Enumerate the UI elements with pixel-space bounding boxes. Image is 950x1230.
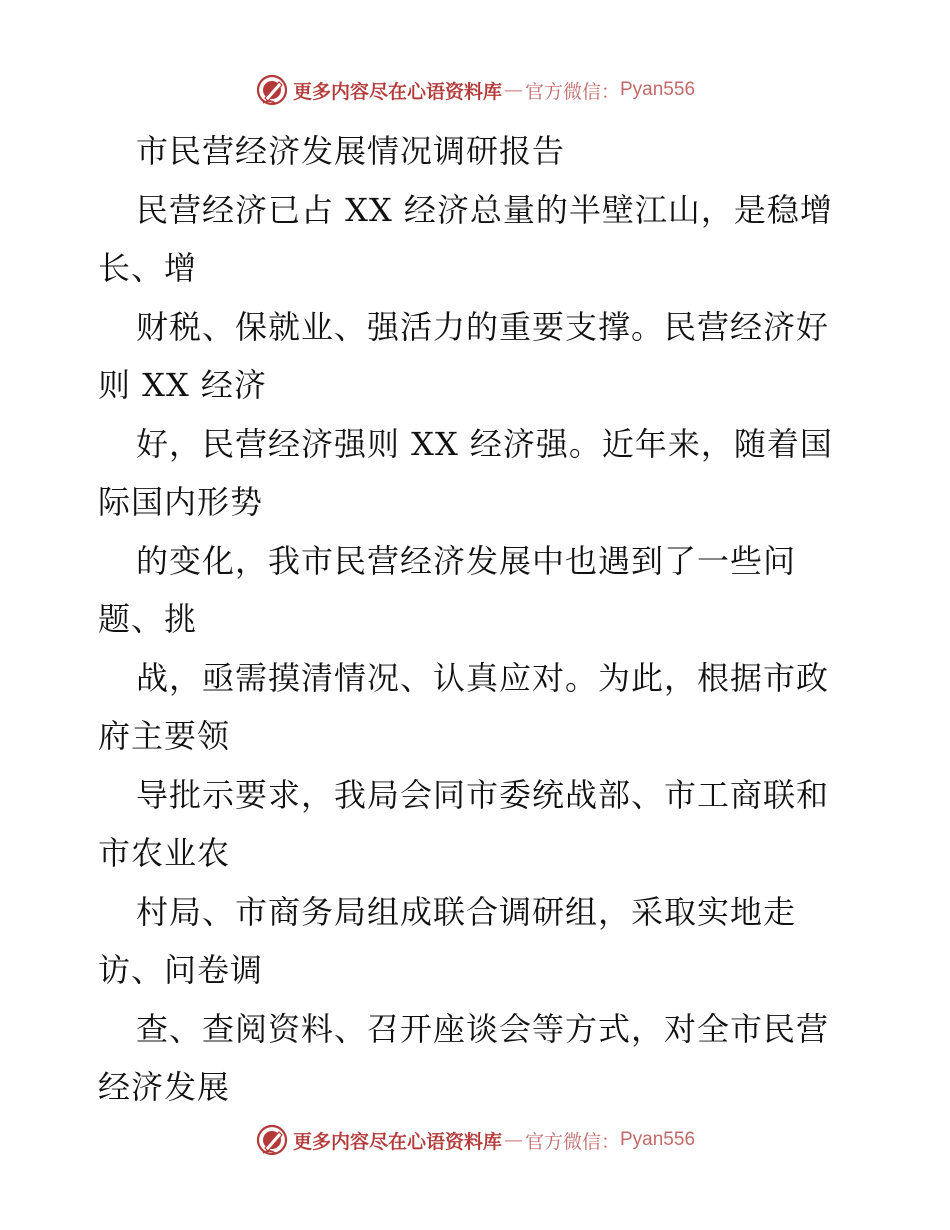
banner-official-label: 官方微信：: [524, 1130, 620, 1153]
pen-logo-icon: [255, 1123, 289, 1157]
paragraph-line: 访、问卷调: [98, 951, 264, 989]
paragraph-line: 市农业农: [98, 834, 231, 872]
paragraph-line: 战，亟需摸清情况、认真应对。为此，根据市政: [136, 658, 830, 697]
footer-banner: [0, 1120, 950, 1160]
banner-slogan: 更多内容尽在心语资料库: [292, 1130, 502, 1153]
paragraph-line: 村局、市商务局组成联合调研组，采取实地走: [136, 892, 797, 931]
paragraph-line: 财税、保就业、强活力的重要支撑。民营经济好: [136, 307, 830, 346]
paragraph-line: 际国内形势: [98, 483, 264, 521]
document-body: [98, 122, 858, 1117]
header-banner: [0, 70, 950, 110]
paragraph-line: 的变化，我市民营经济发展中也遇到了一些问: [136, 541, 797, 580]
banner-separator: —: [503, 1129, 523, 1151]
paragraph-line: 府主要领: [98, 717, 231, 755]
banner-slogan: 更多内容尽在心语资料库: [292, 80, 502, 103]
document-title: 市民营经济发展情况调研报告: [136, 132, 566, 170]
paragraph-line: 则 XX 经济: [98, 366, 267, 404]
pen-logo-icon: [255, 73, 289, 107]
paragraph-line: 好，民营经济强则 XX 经济强。近年来，随着国: [136, 424, 833, 463]
paragraph-line: 经济发展: [98, 1068, 231, 1106]
paragraph-line: 民营经济已占 XX 经济总量的半壁江山，是稳增: [136, 190, 833, 229]
paragraph-line: 查、查阅资料、召开座谈会等方式，对全市民营: [136, 1009, 830, 1048]
banner-wechat-id: Pyan556: [620, 1129, 696, 1150]
paragraph-line: 长、增: [98, 249, 198, 287]
banner-official-label: 官方微信：: [524, 80, 620, 103]
banner-separator: —: [503, 79, 523, 101]
banner-wechat-id: Pyan556: [620, 79, 696, 100]
paragraph-line: 导批示要求，我局会同市委统战部、市工商联和: [136, 775, 830, 814]
paragraph-line: 题、挑: [98, 600, 198, 638]
